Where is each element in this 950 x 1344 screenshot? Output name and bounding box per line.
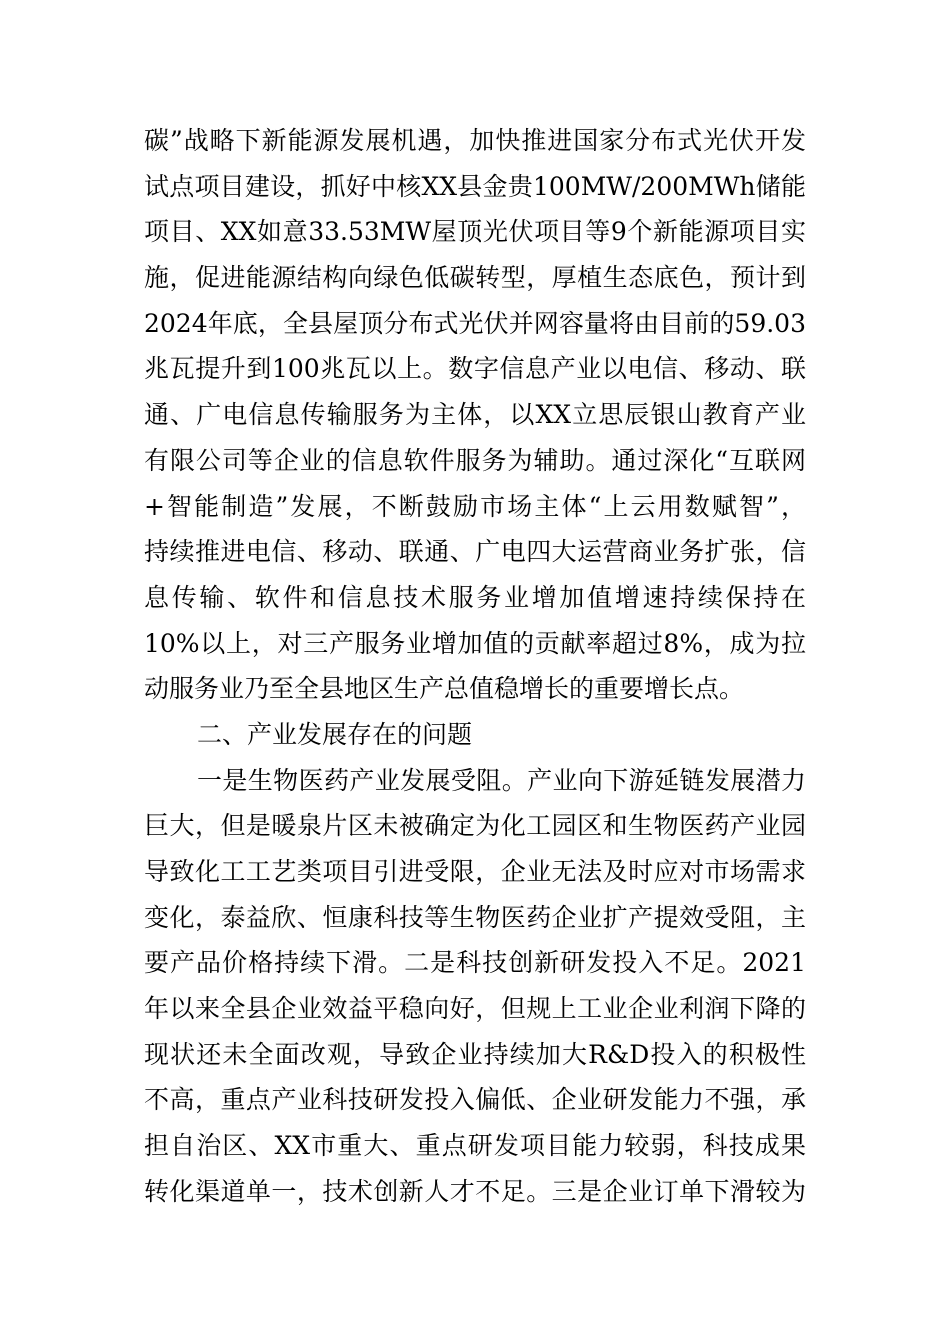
text-line: 担自治区、XX市重大、重点研发项目能力较弱，科技成果: [144, 1131, 806, 1161]
text-line: 碳”战略下新能源发展机遇，加快推进国家分布式光伏开发: [144, 126, 806, 155]
text-line: 现状还未全面改观，导致企业持续加大R&D投入的积极性: [144, 1039, 806, 1069]
body-text: [144, 118, 806, 1215]
text-line: 持续推进电信、移动、联通、广电四大运营商业务扩张，信: [144, 537, 806, 567]
text-line: 年以来全县企业效益平稳向好，但规上工业企业利润下降的: [144, 994, 806, 1024]
text-line: 通、广电信息传输服务为主体，以XX立思辰银山教育产业: [144, 400, 806, 430]
text-line: +智能制造”发展，不断鼓励市场主体“上云用数赋智”，: [144, 491, 806, 521]
text-line: 10%以上，对三产服务业增加值的贡献率超过8%，成为拉: [144, 628, 806, 658]
text-line: 有限公司等企业的信息软件服务为辅助。通过深化“互联网: [144, 445, 806, 475]
text-line: 要产品价格持续下滑。二是科技创新研发投入不足。2021: [144, 948, 806, 978]
text-line: 2024年底，全县屋顶分布式光伏并网容量将由目前的59.03: [144, 308, 806, 338]
section-heading: 二、产业发展存在的问题: [197, 719, 473, 749]
text-line: 项目、XX如意33.53MW屋顶光伏项目等9个新能源项目实: [144, 217, 806, 247]
text-line: 转化渠道单一，技术创新人才不足。三是企业订单下滑较为: [144, 1176, 806, 1206]
text-line: 动服务业乃至全县地区生产总值稳增长的重要增长点。: [144, 674, 745, 704]
text-line: 变化，泰益欣、恒康科技等生物医药企业扩产提效受阻，主: [144, 902, 806, 932]
text-line: 不高，重点产业科技研发投入偏低、企业研发能力不强，承: [144, 1085, 806, 1115]
text-line: 一是生物医药产业发展受阻。产业向下游延链发展潜力: [197, 765, 806, 795]
text-line: 试点项目建设，抓好中核XX县金贵100MW/200MWh储能: [144, 171, 806, 201]
text-line: 导致化工工艺类项目引进受限，企业无法及时应对市场需求: [144, 857, 806, 886]
text-line: 兆瓦提升到100兆瓦以上。数字信息产业以电信、移动、联: [144, 354, 806, 384]
text-line: 息传输、软件和信息技术服务业增加值增速持续保持在: [144, 582, 806, 612]
text-line: 施，促进能源结构向绿色低碳转型，厚植生态底色，预计到: [144, 263, 806, 293]
text-line: 巨大，但是暖泉片区未被确定为化工园区和生物医药产业园: [144, 811, 806, 841]
